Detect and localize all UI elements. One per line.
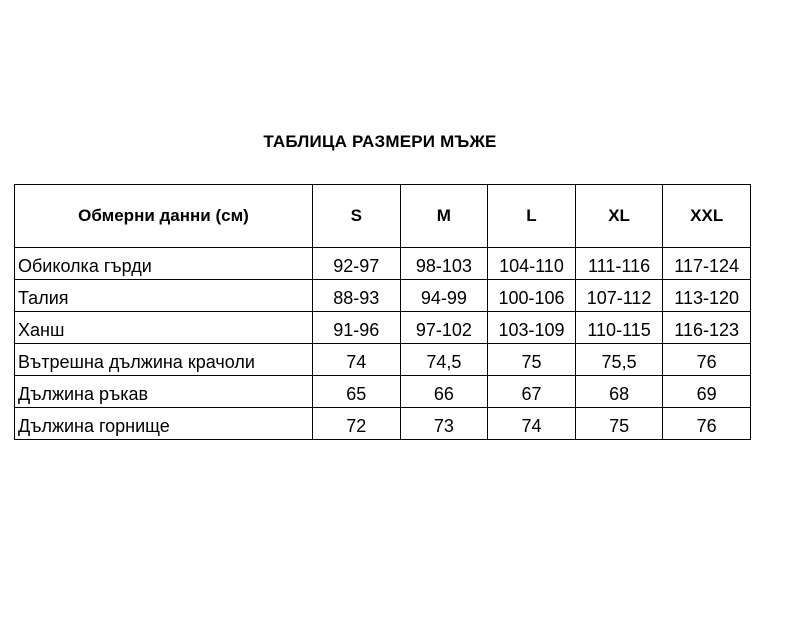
size-table — [14, 184, 751, 440]
table-cell: 76 — [663, 408, 751, 440]
table-row — [15, 376, 751, 408]
table-cell: 113-120 — [663, 280, 751, 312]
header-size-xl: XL — [575, 185, 663, 248]
table-cell: 111-116 — [575, 248, 663, 280]
table-header-row — [15, 185, 751, 248]
table-cell: 74 — [313, 344, 401, 376]
table-cell: 67 — [488, 376, 576, 408]
row-label: Вътрешна дължина крачоли — [15, 344, 313, 376]
table-row — [15, 312, 751, 344]
header-size-xxl: XXL — [663, 185, 751, 248]
table-cell: 74,5 — [400, 344, 488, 376]
page-title: ТАБЛИЦА РАЗМЕРИ МЪЖЕ — [263, 132, 497, 151]
table-cell: 75,5 — [575, 344, 663, 376]
table-cell: 75 — [575, 408, 663, 440]
table-cell: 104-110 — [488, 248, 576, 280]
table-row — [15, 280, 751, 312]
header-size-l: L — [488, 185, 576, 248]
header-size-s: S — [313, 185, 401, 248]
header-size-m: M — [400, 185, 488, 248]
table-cell: 117-124 — [663, 248, 751, 280]
table-cell: 68 — [575, 376, 663, 408]
table-cell: 69 — [663, 376, 751, 408]
table-cell: 98-103 — [400, 248, 488, 280]
header-measurements: Обмерни данни (см) — [15, 185, 313, 248]
row-label: Дължина горнище — [15, 408, 313, 440]
table-cell: 91-96 — [313, 312, 401, 344]
row-label: Ханш — [15, 312, 313, 344]
table-cell: 65 — [313, 376, 401, 408]
table-cell: 100-106 — [488, 280, 576, 312]
row-label: Талия — [15, 280, 313, 312]
table-row — [15, 248, 751, 280]
table-cell: 92-97 — [313, 248, 401, 280]
table-cell: 66 — [400, 376, 488, 408]
table-cell: 74 — [488, 408, 576, 440]
row-label: Обиколка гърди — [15, 248, 313, 280]
row-label: Дължина ръкав — [15, 376, 313, 408]
table-row — [15, 408, 751, 440]
table-cell: 72 — [313, 408, 401, 440]
table-row — [15, 344, 751, 376]
table-cell: 75 — [488, 344, 576, 376]
table-cell: 97-102 — [400, 312, 488, 344]
table-cell: 103-109 — [488, 312, 576, 344]
table-cell: 94-99 — [400, 280, 488, 312]
table-cell: 88-93 — [313, 280, 401, 312]
table-cell: 116-123 — [663, 312, 751, 344]
table-cell: 110-115 — [575, 312, 663, 344]
table-cell: 76 — [663, 344, 751, 376]
table-cell: 107-112 — [575, 280, 663, 312]
table-cell: 73 — [400, 408, 488, 440]
